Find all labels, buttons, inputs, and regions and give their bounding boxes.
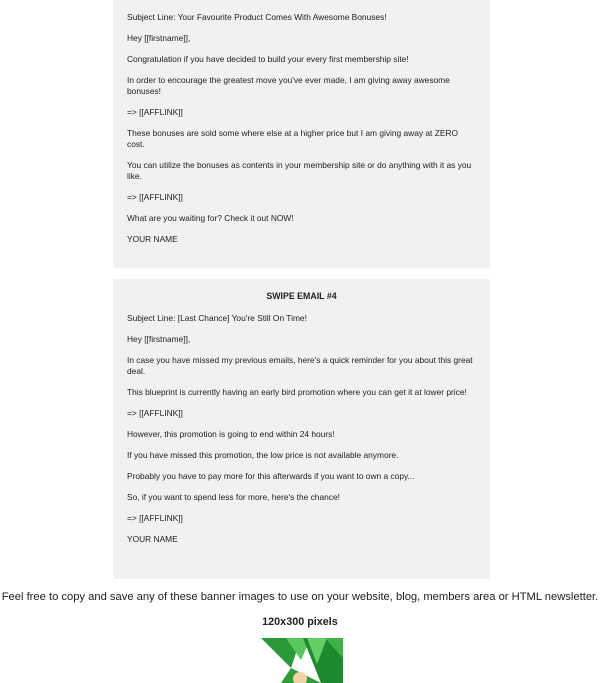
email-4-signature: YOUR NAME [127,534,178,544]
banner-size-label: 120x300 pixels [262,616,338,628]
email-3-afflink-1: => [[AFFLINK]] [127,107,183,117]
banner-image-120x300[interactable] [261,638,343,683]
email-3-paragraph-2: In order to encourage the greatest move you've ever made, I am giving away awesome bonuses! [127,75,450,96]
email-3-greeting: Hey [[firstname]], [127,33,191,43]
email-4-paragraph-2: This blueprint is currently having an early bird promotion where you can get it at lower price! [127,387,467,397]
email-4-afflink-2: => [[AFFLINK]] [127,513,183,523]
email-4-afflink-1: => [[AFFLINK]] [127,408,183,418]
swipe-email-4-box [113,279,490,579]
swipe-email-3-box [113,0,490,268]
email-4-paragraph-6: So, if you want to spend less for more, here's the chance! [127,492,340,502]
email-4-subject: Subject Line: [Last Chance] You're Still On Time! [127,313,307,323]
email-3-paragraph-5: What are you waiting for? Check it out NOW! [127,213,294,223]
email-3-paragraph-3: These bonuses are sold some where else at a higher price but I am giving away at ZERO cost. [127,128,458,149]
email-4-paragraph-3: However, this promotion is going to end within 24 hours! [127,429,335,439]
email-3-signature: YOUR NAME [127,234,178,244]
email-3-afflink-2: => [[AFFLINK]] [127,192,183,202]
banner-usage-note: Feel free to copy and save any of these banner images to use on your website, blog, members area or HTML newsletter. [1,591,599,603]
email-4-title: SWIPE EMAIL #4 [266,291,337,301]
banner-graphic [261,638,343,683]
email-4-paragraph-1: In case you have missed my previous emails, here's a quick reminder for you about this great deal. [127,355,473,376]
email-3-subject: Subject Line: Your Favourite Product Comes With Awesome Bonuses! [127,12,387,22]
email-3-paragraph-1: Congratulation if you have decided to build your every first membership site! [127,54,409,64]
email-4-paragraph-5: Probably you have to pay more for this afterwards if you want to own a copy... [127,471,415,481]
email-4-greeting: Hey [[firstname]], [127,334,191,344]
email-3-paragraph-4: You can utilize the bonuses as contents in your membership site or do anything with it as you like. [127,160,472,181]
email-4-paragraph-4: If you have missed this promotion, the low price is not available anymore. [127,450,399,460]
